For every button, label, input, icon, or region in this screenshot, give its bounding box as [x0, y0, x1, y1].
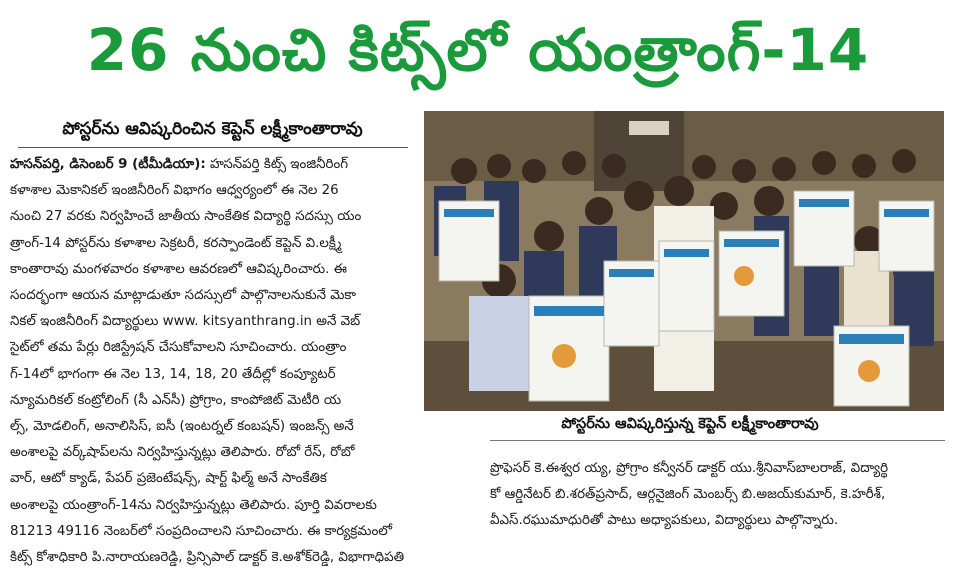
- article-line: [10, 152, 472, 178]
- subheadline: పోస్టర్‌ను ఆవిష్కరించిన కెప్టెన్‌ లక్ష్మీకాంతారావు: [62, 119, 363, 139]
- article-line: కిట్స్‌ కోశాధికారి పి.నారాయణరెడ్డి, ప్రిన్సిపాల్‌ డాక్టర్‌ కె.అశోక్‌రెడ్డి, విభాగాధిపతి: [10, 550, 405, 566]
- caption-rule: [490, 440, 945, 441]
- article-body: [10, 152, 472, 571]
- article-continued-line: కో ఆర్డినేటర్‌ బి.శరత్‌ప్రసాద్‌, ఆర్గనైజింగ్‌ మెంబర్స్‌ బి.అజయ్‌కుమార్‌, కె.హరీశ్‌,: [490, 487, 886, 502]
- news-photo: [424, 111, 944, 411]
- article-line: ల్స్‌, మోడలింగ్‌, అనాలిసిస్‌, ఐసీ (ఇంటర్నల్‌ కంబషన్‌) ఇంజన్స్‌ అనే: [10, 419, 354, 435]
- article-line: సందర్భంగా ఆయన మాట్లాడుతూ సదస్సులో పాల్గొనాలనుకునే మెకా: [10, 288, 357, 304]
- article-continued-line: ప్రొఫెసర్‌ కె.ఈశ్వర య్య, ప్రోగ్రాం కన్వీనర్‌ డాక్టర్‌ యు.శ్రీనివాస్‌బాలరాజ్‌, విద్యార్థి: [490, 461, 889, 476]
- photo-caption: పోస్టర్‌ను ఆవిష్కరిస్తున్న కెప్టెన్‌ లక్ష్మీకాంతారావు: [561, 416, 819, 432]
- article-line: అంశాలపై యంత్రాంగ్‌-14ను నిర్వహిస్తున్నట్లు తెలిపారు. పూర్తి వివరాలకు: [10, 497, 377, 513]
- article-line: న్యూమరికల్‌ కంట్రోలింగ్‌ (సీ ఎన్‌సీ) ప్రోగ్రాం, కాంపోజిట్‌ మెటీరి య: [10, 392, 342, 408]
- article-line: నుంచి 27 వరకు నిర్వహించే జాతీయ సాంకేతిక విద్యార్థి సదస్సు యం: [10, 209, 362, 225]
- article-line-text: హసన్‌పర్తి కిట్స్‌ ఇంజినీరింగ్‌: [205, 157, 349, 172]
- dateline: హసన్‌పర్తి, డిసెంబర్‌ 9 (టీమీడియా):: [10, 157, 206, 172]
- article-line: గ్‌-14లో భాగంగా ఈ నెల 13, 14, 18, 20 తేదీల్లో కంప్యూటర్‌: [10, 366, 336, 382]
- article-line: కాంతారావు మంగళవారం కళాశాల ఆవరణలో ఆవిష్కరించారు. ఈ: [10, 261, 347, 277]
- subheadline-rule: [18, 147, 408, 148]
- group-photo-illustration: [424, 111, 944, 411]
- article-continued: [490, 456, 950, 534]
- article-line: అంశాలపై వర్క్‌షాప్‌లను నిర్వహిస్తున్నట్లు తెలిపారు. రోబో రేస్‌, రోబో: [10, 445, 355, 461]
- article-line: కళాశాల మెకానికల్‌ ఇంజినీరింగ్‌ విభాగం ఆధ్వర్యంలో ఈ నెల 26: [10, 183, 339, 199]
- article-line: త్రాంగ్‌-14 పోస్టర్‌ను కళాశాల సెక్రటరీ, కరస్పాండెంట్‌ కెప్టెన్‌ వి.లక్ష్మీ: [10, 235, 342, 251]
- article-line: వార్‌, ఆటో క్యాడ్‌, పేపర్‌ ప్రజెంటేషన్స్‌, షార్ట్‌ ఫిల్మ్‌ అనే సాంకేతిక: [10, 471, 327, 487]
- article-line: 81213 49116 నెంబర్‌లో సంప్రదించాలని సూచించారు. ఈ కార్యక్రమంలో: [10, 523, 393, 539]
- article-line: నికల్‌ ఇంజినీరింగ్‌ విద్యార్థులు www. kitsyanthrang.in అనే వెబ్‌: [10, 314, 361, 330]
- headline: 26 నుంచి కిట్స్‌లో యంత్రాంగ్‌-14: [86, 16, 870, 84]
- article-continued-line: వీఎస్‌.రఘుమాధురితో పాటు అధ్యాపకులు, విద్యార్థులు పాల్గొన్నారు.: [490, 513, 839, 528]
- article-line: సైట్‌లో తమ పేర్లు రిజిస్ట్రేషన్‌ చేసుకోవాలని సూచించారు. యంత్రాం: [10, 340, 347, 356]
